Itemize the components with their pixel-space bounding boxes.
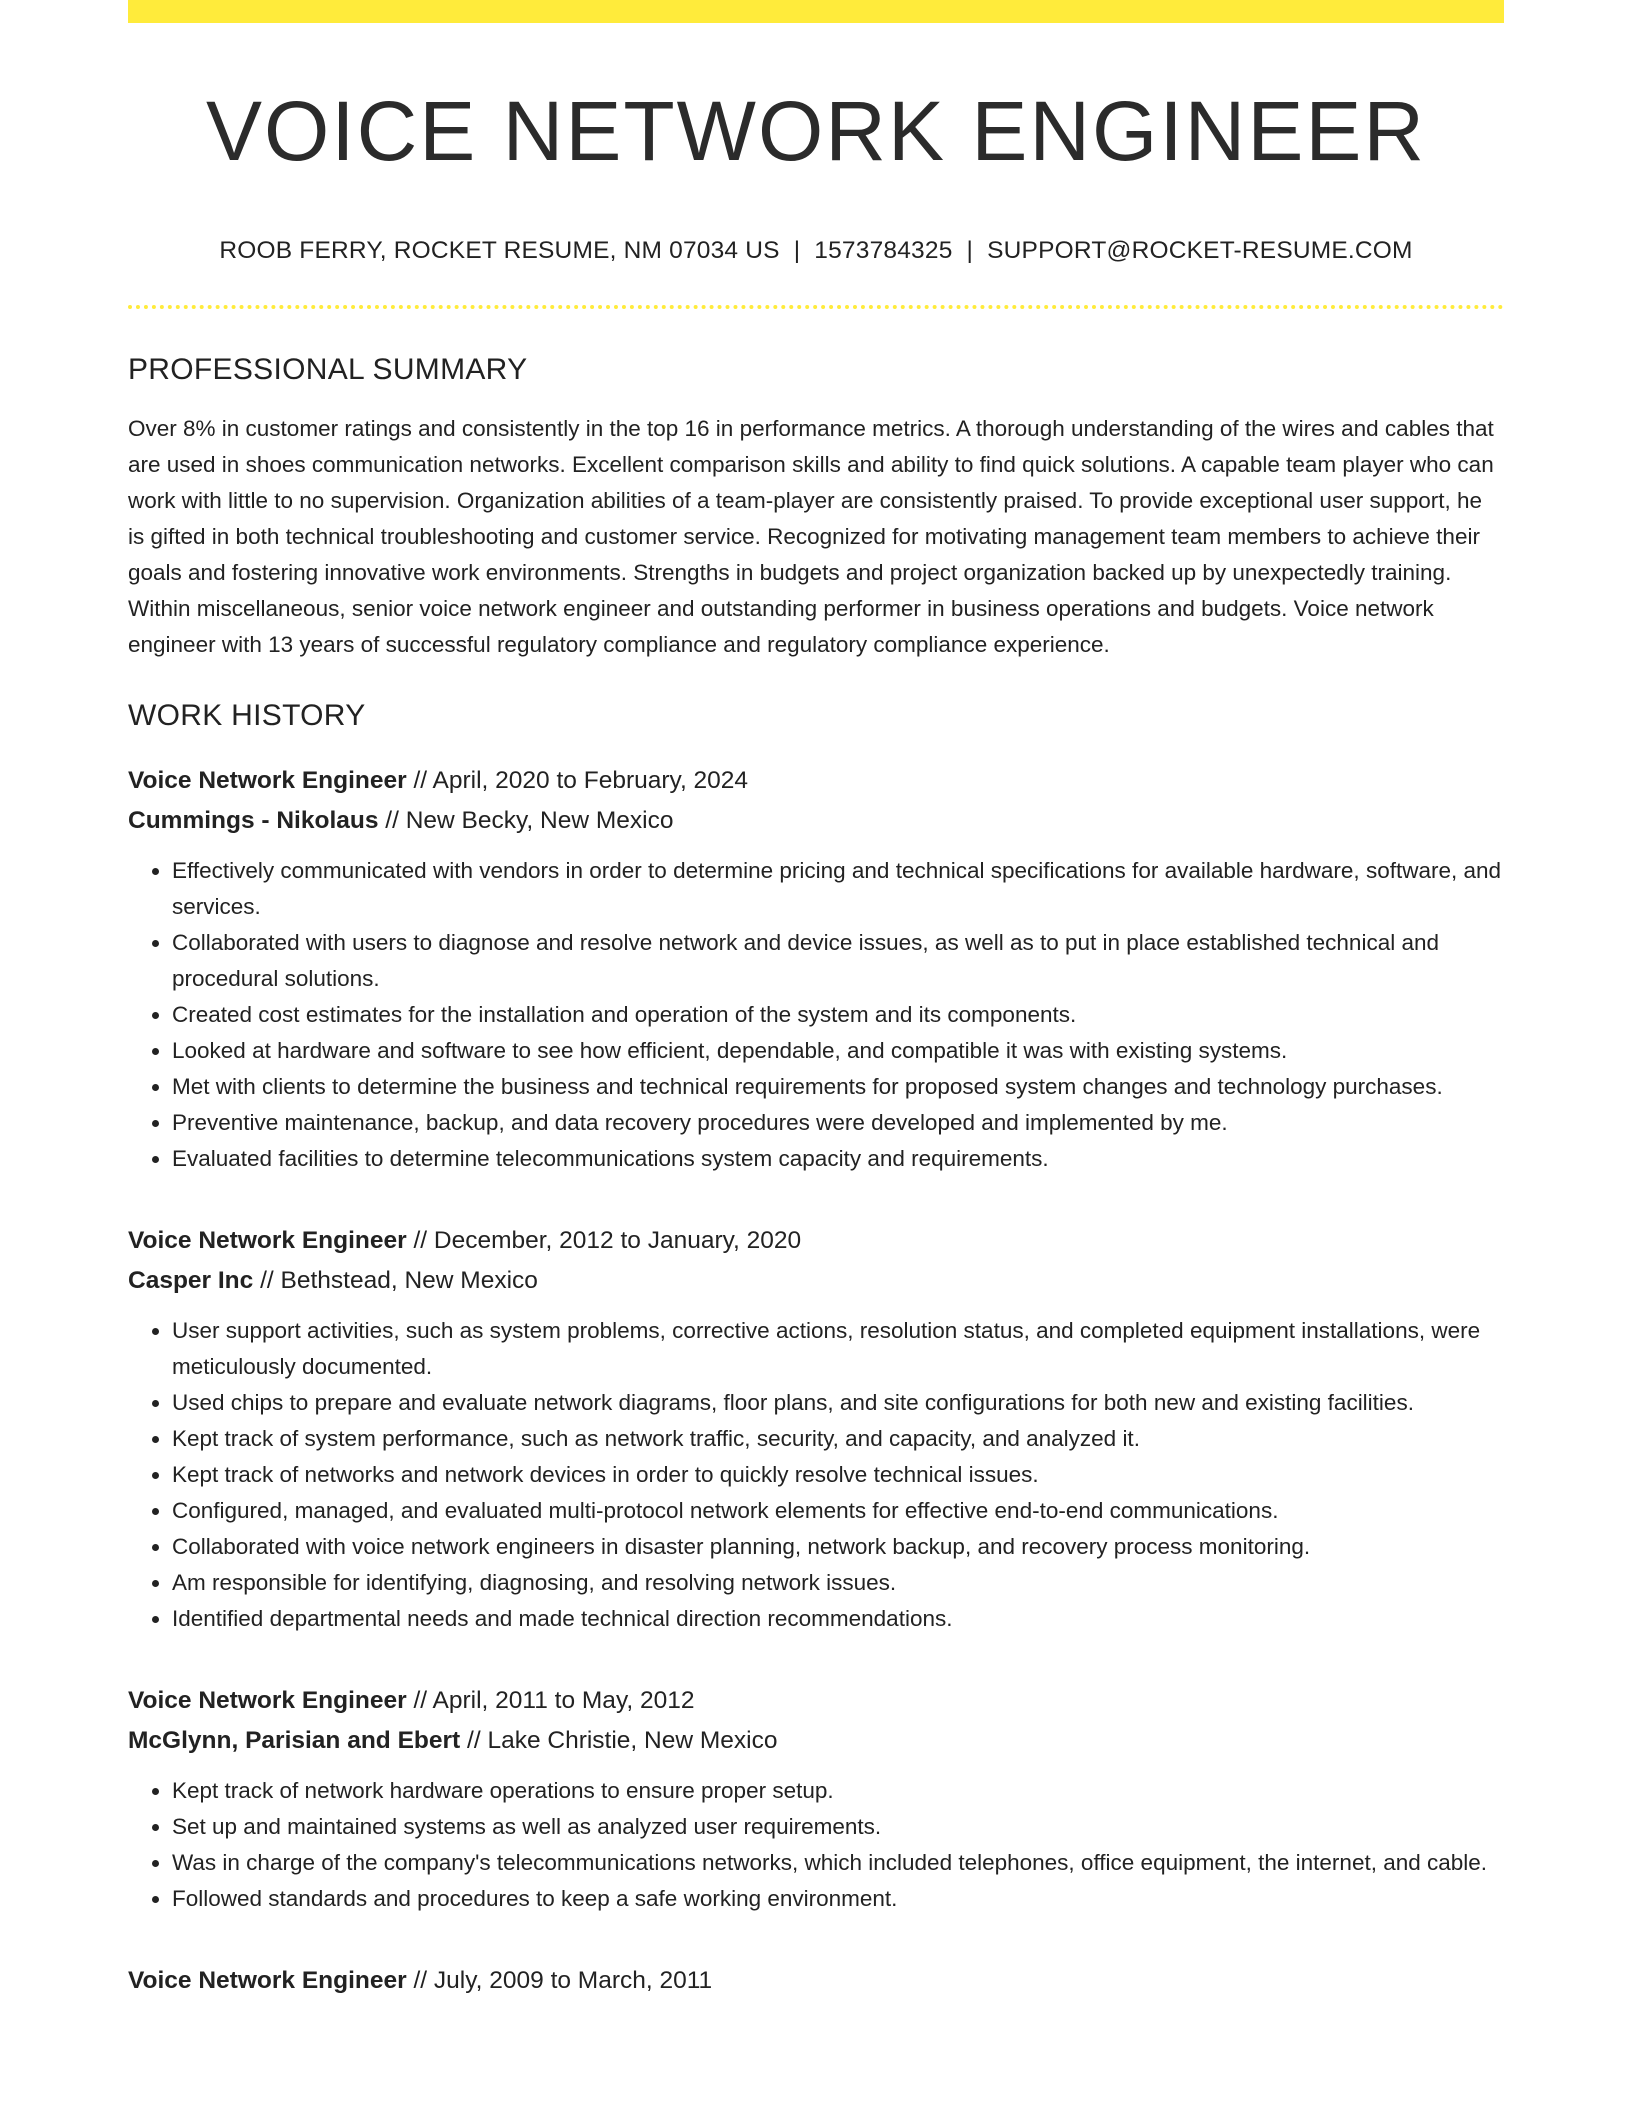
contact-separator: |	[966, 237, 974, 265]
job-bullet: • Created cost estimates for the installation and operation of the system and its components.	[172, 997, 1504, 1033]
summary-text: Over 8% in customer ratings and consistently in the top 16 in performance metrics. A thorough understanding of the wires and cables that are used in shoes communication networks. Excellent comparison skills and ability to find quick solutions. A capable team player who can work with little to no supervision. Organization abilities of a team-player are consistently praised. To provide exceptional user support, he is gifted in both technical troubleshooting and customer service. Recognized for motivating management team members to achieve their goals and fostering innovative work environments. Strengths in budgets and project organization backed up by unexpectedly training. Within miscellaneous, senior voice network engineer and outstanding performer in business operations and budgets. Voice network engineer with 13 years of successful regulatory compliance and regulatory compliance experience.	[128, 416, 1494, 658]
job-bullets	[128, 1313, 1504, 1637]
job-bullet: • Kept track of system performance, such as network traffic, security, and capacity, and analyzed it.	[172, 1421, 1504, 1457]
job-bullet: • Was in charge of the company's telecommunications networks, which included telephones, office equipment, the internet, and cable.	[172, 1845, 1504, 1881]
job-entry	[128, 1681, 1504, 1917]
job-bullet: • Evaluated facilities to determine telecommunications system capacity and requirements.	[172, 1141, 1504, 1177]
job-separator: //	[253, 1267, 281, 1295]
job-bullet: • Preventive maintenance, backup, and data recovery procedures were developed and implemented by me.	[172, 1105, 1504, 1141]
job-company: Casper Inc	[128, 1267, 254, 1295]
job-bullet: • Effectively communicated with vendors in order to determine pricing and technical specifications for available hardware, software, and services.	[172, 853, 1504, 925]
job-separator: //	[406, 767, 433, 795]
contact-address: ROOB FERRY, ROCKET RESUME, NM 07034 US	[219, 237, 780, 265]
job-entry	[128, 1961, 1504, 2001]
contact-phone: 1573784325	[814, 237, 953, 265]
job-bullet: • Kept track of networks and network devices in order to quickly resolve technical issues.	[172, 1457, 1504, 1493]
job-separator: //	[406, 1227, 434, 1255]
job-dates: December, 2012 to January, 2020	[433, 1227, 802, 1255]
job-company-line	[128, 1261, 1504, 1301]
job-bullet: • Collaborated with users to diagnose and resolve network and device issues, as well as to put in place established technical and procedural solutions.	[172, 925, 1504, 997]
job-title-line	[128, 1221, 1504, 1261]
job-bullet: • Looked at hardware and software to see how efficient, dependable, and compatible it was with existing systems.	[172, 1033, 1504, 1069]
job-separator: //	[378, 807, 406, 835]
job-dates: April, 2020 to February, 2024	[432, 767, 749, 795]
accent-top-bar	[128, 0, 1504, 23]
work-history-heading: WORK HISTORY	[128, 699, 366, 733]
job-company-line	[128, 1721, 1504, 1761]
job-company: McGlynn, Parisian and Ebert	[128, 1727, 461, 1755]
job-bullet: • User support activities, such as system problems, corrective actions, resolution status, and completed equipment installations, were meticulously documented.	[172, 1313, 1504, 1385]
job-entry	[128, 761, 1504, 1177]
job-title: Voice Network Engineer	[128, 1687, 407, 1715]
job-title: Voice Network Engineer	[128, 767, 407, 795]
job-bullet: • Am responsible for identifying, diagnosing, and resolving network issues.	[172, 1565, 1504, 1601]
job-bullets	[128, 853, 1504, 1177]
job-bullet: • Followed standards and procedures to keep a safe working environment.	[172, 1881, 1504, 1917]
job-bullet: • Met with clients to determine the business and technical requirements for proposed system changes and technology purchases.	[172, 1069, 1504, 1105]
job-title: Voice Network Engineer	[128, 1967, 407, 1995]
job-location: Bethstead, New Mexico	[280, 1267, 538, 1295]
job-title-line	[128, 761, 1504, 801]
contact-line	[128, 237, 1504, 265]
summary-heading: PROFESSIONAL SUMMARY	[128, 353, 528, 387]
contact-email: SUPPORT@ROCKET-RESUME.COM	[987, 237, 1413, 265]
job-dates: April, 2011 to May, 2012	[432, 1687, 695, 1715]
job-separator: //	[406, 1967, 434, 1995]
job-title-line	[128, 1681, 1504, 1721]
job-bullet: • Kept track of network hardware operations to ensure proper setup.	[172, 1773, 1504, 1809]
dotted-divider	[128, 305, 1504, 309]
job-company: Cummings - Nikolaus	[128, 807, 379, 835]
job-company-line	[128, 801, 1504, 841]
job-separator: //	[406, 1687, 433, 1715]
job-bullet: • Identified departmental needs and made technical direction recommendations.	[172, 1601, 1504, 1637]
job-entry	[128, 1221, 1504, 1637]
job-bullet: • Configured, managed, and evaluated multi-protocol network elements for effective end-to-end communications.	[172, 1493, 1504, 1529]
job-bullets	[128, 1773, 1504, 1917]
job-separator: //	[460, 1727, 488, 1755]
job-location: Lake Christie, New Mexico	[487, 1727, 778, 1755]
job-bullet: • Collaborated with voice network engineers in disaster planning, network backup, and recovery process monitoring.	[172, 1529, 1504, 1565]
job-title-line	[128, 1961, 1504, 2001]
job-location: New Becky, New Mexico	[405, 807, 674, 835]
job-dates: July, 2009 to March, 2011	[433, 1967, 713, 1995]
job-bullet: • Used chips to prepare and evaluate network diagrams, floor plans, and site configurations for both new and existing facilities.	[172, 1385, 1504, 1421]
job-title: Voice Network Engineer	[128, 1227, 407, 1255]
job-bullet: • Set up and maintained systems as well as analyzed user requirements.	[172, 1809, 1504, 1845]
resume-title: VOICE NETWORK ENGINEER	[205, 84, 1427, 178]
contact-separator: |	[793, 237, 801, 265]
resume-page	[128, 0, 1504, 2001]
